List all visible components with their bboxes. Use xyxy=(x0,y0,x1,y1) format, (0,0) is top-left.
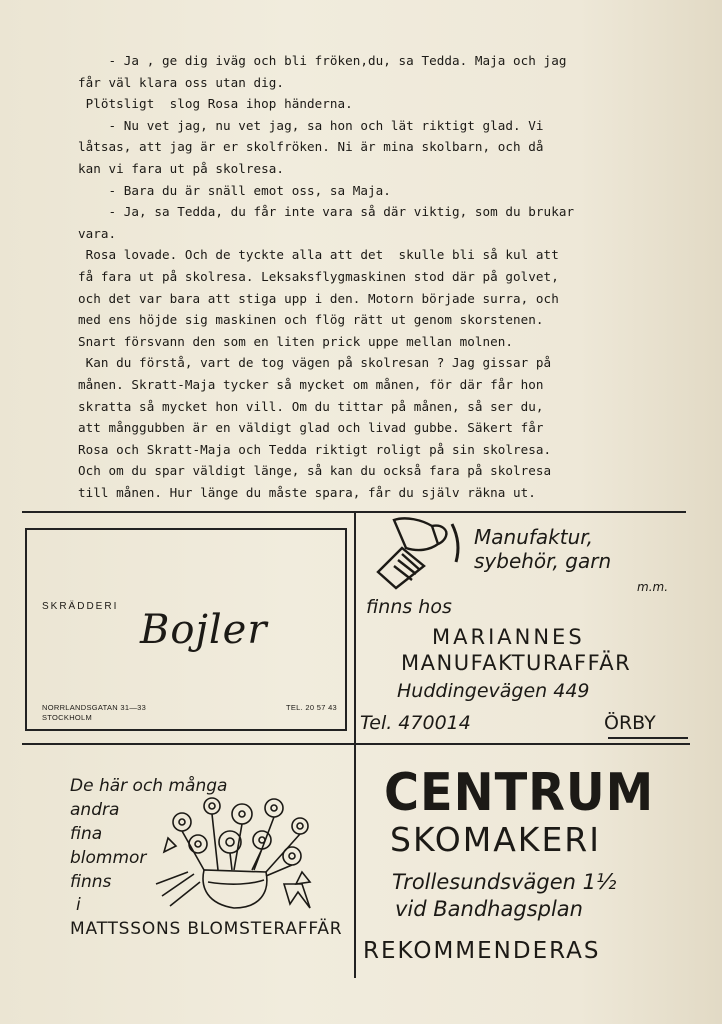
flower-bouquet-icon xyxy=(142,792,322,914)
fabric-ad-finns: finns hos xyxy=(366,596,452,618)
flower-ad-shop-name: MATTSSONS BLOMSTERAFFÄR xyxy=(70,919,343,939)
shoe-ad-name: CENTRUM xyxy=(384,763,655,823)
story-line: Kan du förstå, vart de tog vägen på skolresan ? Jag gissar på xyxy=(78,355,552,371)
thread-spool-icon xyxy=(372,514,468,594)
story-line: - Ja, sa Tedda, du får inte vara så där viktig, som du brukar xyxy=(78,204,575,220)
shoe-ad-recommend: REKOMMENDERAS xyxy=(363,938,601,964)
tailor-ad-kind: SKRÄDDERI xyxy=(42,601,119,612)
story-line: och det var bara att stiga upp i den. Motorn började surra, och xyxy=(78,290,559,306)
story-line: får väl klara oss utan dig. xyxy=(78,74,285,90)
fabric-ad-town: ÖRBY xyxy=(604,712,656,734)
fabric-ad-phone: Tel. 470014 xyxy=(360,712,471,734)
story-line: kan vi fara ut på skolresa. xyxy=(78,160,285,176)
tailor-ad-logo: Bojler xyxy=(140,607,268,653)
flower-ad-line: blommor xyxy=(70,848,147,868)
story-line: Snart försvann den som en liten prick uppe mellan molnen. xyxy=(78,333,514,349)
story-line: till månen. Hur länge du måste spara, får du själv räkna ut. xyxy=(78,484,536,500)
story-line: Rosa och Skratt-Maja och Tedda riktigt roligt på sin skolresa. xyxy=(78,441,552,457)
story-line: med ens höjde sig maskinen och flög rätt ut genom skorstenen. xyxy=(78,312,544,328)
flower-ad-line: andra xyxy=(70,800,120,820)
flower-ad-line: i xyxy=(76,895,81,915)
story-line: - Bara du är snäll emot oss, sa Maja. xyxy=(78,182,391,198)
story-line: - Ja , ge dig iväg och bli fröken,du, sa Tedda. Maja och jag xyxy=(78,53,567,68)
fabric-ad-street: Huddingevägen 449 xyxy=(397,680,590,702)
fabric-ad-line1: Manufaktur, xyxy=(474,525,594,549)
story-line: månen. Skratt-Maja tycker så mycket om månen, för där får hon xyxy=(78,376,544,392)
shoe-ad-place: vid Bandhagsplan xyxy=(395,897,583,921)
story-text xyxy=(78,50,638,503)
ad-grid-center-rule xyxy=(354,512,356,978)
fabric-ad-line3: m.m. xyxy=(637,580,669,594)
shoe-ad-street: Trollesundsvägen 1½ xyxy=(392,870,617,894)
story-line: - Nu vet jag, nu vet jag, sa hon och lät riktigt glad. Vi xyxy=(78,117,544,133)
story-line: Rosa lovade. Och de tyckte alla att det skulle bli så kul att xyxy=(78,247,559,263)
tailor-ad-phone: TEL. 20 57 43 xyxy=(286,703,338,712)
story-line: vara. xyxy=(78,225,117,241)
fabric-ad-town-underline xyxy=(608,737,688,739)
tailor-ad-street: NORRLANDSGATAN 31—33 xyxy=(42,703,147,712)
story-line: att månggubben är en väldigt glad och livad gubbe. Säkert får xyxy=(78,420,544,436)
story-line: låtsas, att jag är er skolfröken. Ni är mina skolbarn, och då xyxy=(78,139,544,155)
story-line: få fara ut på skolresa. Leksaksflygmaskinen stod där på golvet, xyxy=(78,268,559,284)
fabric-ad-shop-name: MARIANNES xyxy=(432,625,585,649)
flower-ad-line: De här och många xyxy=(70,776,228,796)
fabric-ad-line2: sybehör, garn xyxy=(474,549,612,573)
fabric-ad-shop-type: MANUFAKTURAFFÄR xyxy=(401,651,632,675)
story-line: Plötsligt slog Rosa ihop händerna. xyxy=(78,96,353,112)
flower-ad-line: finns xyxy=(70,872,112,892)
story-line: Och om du spar väldigt länge, så kan du också fara på skolresa xyxy=(78,463,552,479)
tailor-ad-city: STOCKHOLM xyxy=(42,713,93,722)
tailor-ad-address xyxy=(42,703,146,723)
shoe-ad-kind: SKOMAKERI xyxy=(390,820,601,859)
story-line: skratta så mycket hon vill. Om du tittar på månen, så ser du, xyxy=(78,398,544,414)
flower-ad-line: fina xyxy=(70,824,103,844)
ad-grid-middle-rule xyxy=(22,743,690,745)
